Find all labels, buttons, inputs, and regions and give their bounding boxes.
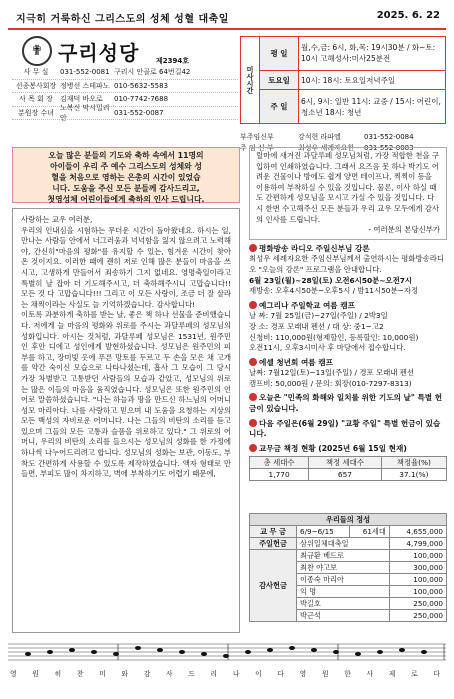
bullet-icon xyxy=(249,393,257,401)
section-line: 신청비: 110,000원(형제할인, 등록할인: 10,000원) xyxy=(249,332,419,342)
lyric-syllable: 영 xyxy=(10,670,17,678)
right-column xyxy=(249,147,447,481)
notice-line: 니다. 도움을 주신 모든 분들께 감사드리고, xyxy=(52,184,200,193)
section-heading: 예그리나 주일학교 여름 캠프 xyxy=(259,300,355,310)
info-detail: 031-552-0087 xyxy=(114,108,164,117)
lyric-syllable: 이 xyxy=(255,670,262,678)
section-line: 6월 23일(월)~28일(토) 오전6시50분~오전7시 xyxy=(249,275,412,285)
section-line: 최성우 세례자요한 주임신부님께서 출연하시는 평화방송라디오 "오늘의 강론" 프로그램을 안내합니다. xyxy=(249,254,445,274)
contact-role: 부주임신부 xyxy=(240,132,274,141)
parish-info xyxy=(12,66,238,120)
stats-value-row xyxy=(250,469,447,481)
offering-kind: 주일헌금 xyxy=(250,538,297,550)
letter-greeting: 사랑하는 교우 여러분, xyxy=(21,215,93,224)
tithe-stats-table xyxy=(249,456,447,481)
notice-line: 아이들이 우리 주 예수 그리스도의 성체와 성 xyxy=(50,162,202,171)
notice-youth-camp xyxy=(249,301,447,354)
donor-amount: 300,000 xyxy=(389,562,446,574)
contact-phone: 031-552-0084 xyxy=(364,132,414,141)
donor-amount: 100,000 xyxy=(389,586,446,598)
section-heading: 교무금 책정 현황 (2025년 6월 15일 현재) xyxy=(259,443,407,453)
church-logo-icon: ✟ xyxy=(22,36,52,66)
lyric-syllable: 찬 xyxy=(76,670,84,678)
section-heading: 평화방송 라디오 주일신부님 강론 xyxy=(259,243,370,253)
info-row xyxy=(12,93,238,107)
offering-row xyxy=(250,526,447,538)
donor-amount: 250,000 xyxy=(389,610,446,622)
stats-value: 37.1(%) xyxy=(381,469,446,481)
bullet-icon xyxy=(249,301,257,309)
bulletin-date: 2025. 6. 22 xyxy=(376,10,440,21)
stats-header-row xyxy=(250,457,447,469)
music-staff-icon xyxy=(8,640,446,670)
lyric-syllable: 와 xyxy=(121,670,128,678)
section-heading: 다음 주일은(6월 29일) "교황 주일" 특별 헌금이 있습니다. xyxy=(249,418,441,439)
notice-radio xyxy=(249,244,447,297)
lyric-syllable: 히 xyxy=(54,670,62,678)
contact-name: 최성우 세례자요한 xyxy=(298,143,355,152)
info-detail: 010-5632-5583 xyxy=(114,81,169,90)
notice-line: 혈을 처음으로 영하는 은총의 시간이 있었습 xyxy=(51,173,201,182)
lyric-syllable: 로 xyxy=(411,670,418,678)
offering-date: 삼위일체대축일 xyxy=(297,538,390,550)
letter-signature: - 여러분의 본당신부가 xyxy=(368,225,440,235)
lyric-syllable: 감 xyxy=(143,670,151,678)
donor-name: 박길호 xyxy=(297,598,390,610)
stats-header: 책정율(%) xyxy=(381,457,446,469)
section-line: 오전11시, 오후3시미사 후 마당에서 접수합니다. xyxy=(249,343,406,353)
donor-name: 박근석 xyxy=(297,610,390,622)
mass-times: 월,수,금: 6시, 화,목: 19시30분 / 화~토: 10시 고해성사:미사25분전 xyxy=(299,37,446,71)
offering-row xyxy=(250,538,447,550)
donor-name: 익 명 xyxy=(297,586,390,598)
offering-amount: 4,655,000 xyxy=(389,526,446,538)
info-label: 사 무 실 xyxy=(23,68,49,77)
contact-role: 주 임 신 부 xyxy=(240,143,274,152)
info-row xyxy=(12,80,238,94)
section-heading: 오늘은 "민족의 화해와 일치를 위한 기도의 날" 특별 헌금이 있습니다. xyxy=(249,393,443,414)
notice-tithe-status xyxy=(249,444,447,455)
stats-header: 총 세대수 xyxy=(250,457,309,469)
stats-header: 책정 세대수 xyxy=(309,457,381,469)
mass-day: 평 일 xyxy=(260,37,299,71)
lyric-syllable: 사 xyxy=(165,670,173,678)
contact-row xyxy=(240,131,446,142)
feast-title: 지극히 거룩하신 그리스도의 성체 성혈 대축일 xyxy=(16,14,229,25)
mass-day: 주 일 xyxy=(260,90,299,124)
mass-schedule-table xyxy=(240,36,446,124)
contact-name: 강석현 라파엘 xyxy=(298,132,341,141)
donor-name: 최찬 야고보 xyxy=(297,562,390,574)
pastor-letter xyxy=(12,208,240,633)
mass-side-label: 미사시간 xyxy=(241,37,260,124)
info-label: 선종봉사회장 xyxy=(15,81,57,90)
lyric-syllable: 리 xyxy=(210,670,218,678)
letter-continued xyxy=(249,147,447,240)
notice-pope-sunday xyxy=(249,419,447,440)
notice-line: 오늘 많은 분들의 기도와 축하 속에서 11명의 xyxy=(48,151,204,160)
info-row xyxy=(12,103,238,122)
lyric-syllable: 다 xyxy=(433,670,440,678)
bullet-icon xyxy=(249,419,257,427)
info-detail: 010-7742-7688 xyxy=(114,95,169,104)
issue-number: 제2394호 xyxy=(156,57,190,65)
info-label: 분원장 수녀 xyxy=(17,108,55,117)
offering-kind: 교 무 금 xyxy=(250,526,297,538)
info-detail: 구리시 안골로 64번길42 xyxy=(114,68,191,77)
parish-logo xyxy=(22,36,139,66)
notice-young-adult-camp xyxy=(249,358,447,390)
donor-amount: 100,000 xyxy=(389,574,446,586)
stats-value: 657 xyxy=(309,469,381,481)
section-line: 캠프비: 50,000원 / 문의: 회장(010-7297-8313) xyxy=(249,378,412,388)
stats-value: 1,770 xyxy=(250,469,309,481)
hymn-lyrics xyxy=(10,668,440,678)
lyric-syllable: 제 xyxy=(388,670,396,678)
mass-row xyxy=(241,37,446,71)
section-line: 재방송: 오후4시50분~오후5시 / 밤11시50분~자정 xyxy=(249,286,419,296)
notice-reconciliation-collection xyxy=(249,393,447,414)
mass-row xyxy=(241,70,446,89)
lyric-syllable: 한 xyxy=(344,670,351,678)
offering-date: 6/9~6/15 xyxy=(297,526,350,538)
mass-times: 10시: 18시: 토요일저녁주일 xyxy=(299,70,446,89)
donor-amount: 250,000 xyxy=(389,598,446,610)
letter-paragraph: 이토록 과분하게 축하를 받는 날, 좋은 책 하나 선물을 준비했습니다. 저에게 늘 마음의 평화와 위로를 주시는 과달루페의 성모님의 성화입니다. 아시는 것처럼, 과달루페 성모님은 1531년, 원주민인 후안 디에고 성인에게 발현하셨습니다. 성모님은 원주민의 피부를 하고, 장미빛 옷에 푸른 망토를 두르고 두 손을 모은 채 고개를 약간 숙이신 모습으로 나타나셨는데, 흡사 그 모습이 그 당시 가장 차별받고 고통받던 사람들의 모습과 같았고, 성모님의 위로는 많은 이들의 마음을 움직였습니다. 성모님은 또한 원주민의 언어로 말씀하셨습니다. "나는 하늘과 땅을 만드신 하느님의 어머니 성모 마리아다. 나를 사랑하고 믿으며 내 도움을 요청하는 지상의 모든 백성의 자비로운 어머니다. 나는 그들의 비탄의 소리를 듣고 있으며 그들의 모든 고통과 슬픔을 위로하고 있다." 그 위로의 어머니, 우리의 비탄의 소리를 들으시는 성모님의 성화를 한 가정에 하나씩 나누어드리려고 합니다. 성모님의 성화는 보관, 이동도, 부착도 간편하게 사용할 수 있도록 제작하였습니다. 액자 형태로 만들면, 부피도 많이 차지하고, 벽에 부착하기도 어렵기 때문에, xyxy=(21,310,231,479)
lyric-syllable: 원 xyxy=(321,670,329,678)
lyric-syllable: 드 xyxy=(188,670,195,678)
lyric-syllable: 미 xyxy=(99,670,106,678)
offering-table xyxy=(249,513,447,622)
mass-day: 토요일 xyxy=(260,70,299,89)
info-label: 사 목 회 장 xyxy=(19,95,53,104)
lyric-syllable: 영 xyxy=(299,670,307,678)
offering-households: 61세대 xyxy=(350,526,389,538)
lyric-syllable: 나 xyxy=(232,670,240,678)
thanks-label: 감사헌금 xyxy=(250,550,297,622)
letter-paragraph: 릴마에 새겨진 과달루페 성모님처럼, 가장 적합한 천을 구입하여 인쇄하였습니다. 그래서 요즈음 못 하나 박기도 어려운 건물이나 방에도 쉽게 양면 테이프나, 찍찍이 등을 이용하여 부착하실 수 있을 것입니다. 물론, 이사 하실 때도 간편하게 성모님을 모시고 가실 수 있을 것입니다. 다시 한번 수고해주신 모든 분들과 우리 교우 모두에게 감사의 인사를 드립니다. xyxy=(256,151,440,224)
header-bar xyxy=(8,8,446,30)
section-line: 날 짜: 7월 25일(금)~27일(주일) / 2박3일 xyxy=(249,311,388,321)
mass-row xyxy=(241,90,446,124)
bullet-icon xyxy=(249,444,257,452)
notice-line: 첫영성체 어린이들에게 축하의 인사 드립니다. xyxy=(47,195,205,204)
donor-name: 이종숙 마리아 xyxy=(297,574,390,586)
offering-amount: 4,799,000 xyxy=(389,538,446,550)
bullet-icon xyxy=(249,244,257,252)
donor-name: 최규환 베드로 xyxy=(297,550,390,562)
info-value: 031-552-0081 xyxy=(60,68,110,77)
section-line: 날짜: 7월12일(토)~13일(주일) / 경포 모래내 펜션 xyxy=(249,368,415,378)
first-communion-notice xyxy=(12,147,240,203)
section-heading: 에셀 청년회 여름 캠프 xyxy=(259,357,333,367)
donor-amount: 100,000 xyxy=(389,550,446,562)
hymn-staff xyxy=(8,640,446,688)
lyric-syllable: 사 xyxy=(366,670,374,678)
letter-paragraph: 우리의 인내심을 시험하는 무더운 시간이 돌아왔네요. 하시는 일, 만나는 사람들 안에서 너그러움과 넉넉함을 잃지 않으려고 노력해야, 간신히"마음의 평화"를 유지할 수 있는, 힘겨운 시간이 찾아 온 것이지요. 이러한 때에 괜히 저로 인해 많은 분들이 마음을 쓰시고, 고생하게 만들어서 죄송하기 그지 없네요. 영명축일이라고 특별히 날 잡아 더 기도해주시고, 더 축하해주시니 고맙습니다!! 모든 것 다 고맙습니다!!! 그리고 이 모든 사랑이, 조금 더 잘 살라는 채찍이라는 사실도 늘 기억하겠습니다. 감사합니다! xyxy=(21,225,231,309)
lyric-syllable: 원 xyxy=(32,670,39,678)
info-value: 김재덕 바오로 xyxy=(60,95,103,104)
offering-caption: 우리들의 정성 xyxy=(250,514,447,526)
section-line: 장 소: 경포 모래내 펜션 / 대 상: 중1~고2 xyxy=(249,321,384,331)
contact-phone: 031-552-0083 xyxy=(364,143,414,152)
lyric-syllable: 다 xyxy=(277,670,284,678)
info-value: 노복신 막시밀리안 xyxy=(60,103,110,122)
thanks-row xyxy=(250,550,447,562)
mass-times: 6시, 9시: 일반 11시: 교중 / 15시: 어린이,청소년 18시: 청년 xyxy=(299,90,446,124)
parish-name: 구리성당 xyxy=(58,40,140,65)
bullet-icon xyxy=(249,358,257,366)
info-value: 정병선 스테파노 xyxy=(60,81,110,90)
info-row xyxy=(12,66,238,80)
